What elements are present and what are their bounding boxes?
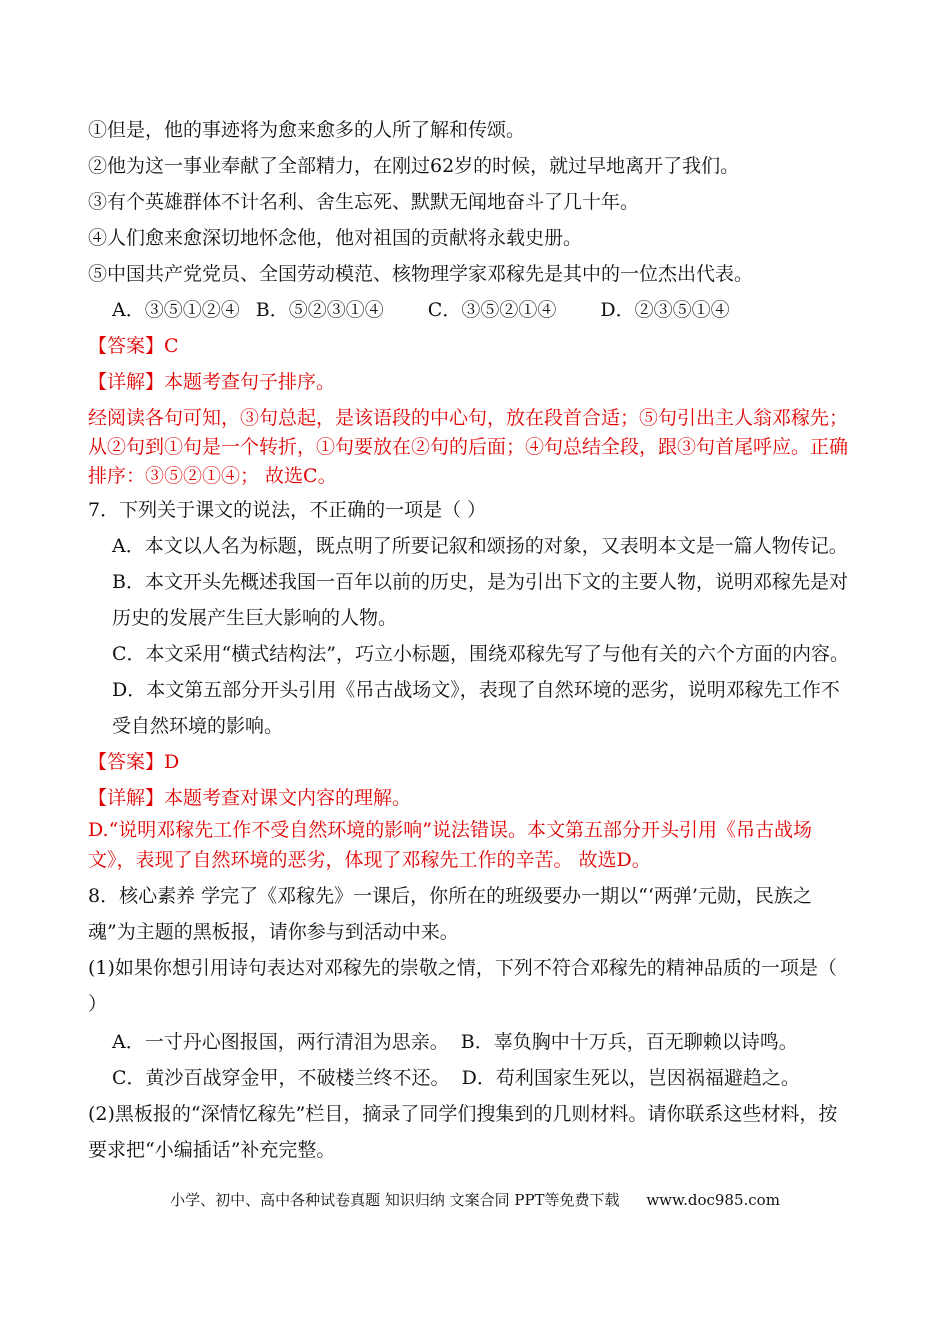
q7-detail: 【详解】本题考查对课文内容的理解。 [88, 787, 412, 809]
q6-sentence-5: ⑤中国共产党党员、全国劳动模范、核物理学家邓稼先是其中的一位杰出代表。 [88, 263, 754, 285]
q8-option-d: D．苟利国家生死以，岂因祸福避趋之。 [461, 1067, 800, 1089]
q6-sentence-4: ④人们愈来愈深切地怀念他，他对祖国的贡献将永载史册。 [88, 227, 583, 249]
q7-option-a: A．本文以人名为标题，既点明了所要记叙和颂扬的对象，又表明本文是一篇人物传记。 [112, 535, 848, 557]
q8-options-row-2 [112, 1066, 800, 1090]
footer-url[interactable]: www.doc985.com [646, 1191, 780, 1209]
q6-option-d: D．②③⑤①④ [600, 299, 730, 321]
q7-option-d-line-2: 受自然环境的影响。 [112, 715, 284, 737]
q7-stem: 7．下列关于课文的说法，不正确的一项是（ ） [88, 499, 487, 521]
q8-option-a: A．一寸丹心图报国，两行清泪为思亲。 [112, 1031, 449, 1053]
q7-option-b-line-1: B．本文开头先概述我国一百年以前的历史，是为引出下文的主要人物，说明邓稼先是对 [112, 571, 848, 593]
q8-sub1-line-1: (1)如果你想引用诗句表达对邓稼先的崇敬之情，下列不符合邓稼先的精神品质的一项是（ [88, 957, 837, 979]
q7-answer: 【答案】D [88, 751, 180, 773]
q8-option-b: B．辜负胸中十万兵，百无聊赖以诗鸣。 [460, 1031, 798, 1053]
q6-explanation-line-2: 从②句到①句是一个转折，①句要放在②句的后面；④句总结全段，跟③句首尾呼应。正确 [88, 436, 849, 458]
q6-options [112, 298, 730, 322]
q6-explanation-line-1: 经阅读各句可知，③句总起，是该语段的中心句，放在段首合适；⑤句引出主人翁邓稼先； [88, 407, 849, 429]
q8-sub2-line-1: (2)黑板报的“深情忆稼先”栏目，摘录了同学们搜集到的几则材料。请你联系这些材料，按 [88, 1103, 838, 1125]
q6-explanation-line-3: 排序：③⑤②①④； 故选C。 [88, 465, 337, 487]
q7-option-c: C．本文采用“横式结构法”，巧立小标题，围绕邓稼先写了与他有关的六个方面的内容。 [112, 643, 849, 665]
q8-sub2-line-2: 要求把“小编插话”补充完整。 [88, 1139, 336, 1161]
q7-option-b-line-2: 历史的发展产生巨大影响的人物。 [112, 607, 398, 629]
q6-option-b: B．⑤②③①④ [255, 299, 384, 321]
q6-option-c: C．③⑤②①④ [427, 299, 557, 321]
q6-sentence-2: ②他为这一事业奉献了全部精力，在刚过62岁的时候，就过早地离开了我们。 [88, 155, 740, 177]
q6-detail: 【详解】本题考查句子排序。 [88, 371, 336, 393]
q6-option-a: A．③⑤①②④ [112, 299, 240, 321]
q8-stem-line-2: 魂”为主题的黑板报，请你参与到活动中来。 [88, 921, 459, 943]
q6-answer: 【答案】C [88, 335, 179, 357]
q7-explanation-line-2: 文》，表现了自然环境的恶劣，体现了邓稼先工作的辛苦。 故选D。 [88, 849, 651, 871]
q7-explanation-line-1: D.“说明邓稼先工作不受自然环境的影响”说法错误。本文第五部分开头引用《吊古战场 [88, 819, 813, 841]
q8-stem-line-1: 8．核心素养 学完了《邓稼先》一课后，你所在的班级要办一期以“‘两弹’元勋，民族之 [88, 885, 812, 907]
q8-sub1-line-2: ） [88, 993, 108, 1015]
q6-sentence-3: ③有个英雄群体不计名利、舍生忘死、默默无闻地奋斗了几十年。 [88, 191, 640, 213]
q6-sentence-1: ①但是，他的事迹将为愈来愈多的人所了解和传颂。 [88, 119, 526, 141]
page-footer [0, 1190, 950, 1210]
q8-options-row-1 [112, 1030, 798, 1054]
q7-option-d-line-1: D．本文第五部分开头引用《吊古战场文》，表现了自然环境的恶劣，说明邓稼先工作不 [112, 679, 840, 701]
q8-option-c: C．黄沙百战穿金甲，不破楼兰终不还。 [112, 1067, 450, 1089]
footer-text: 小学、初中、高中各种试卷真题 知识归纳 文案合同 PPT等免费下载 [170, 1191, 620, 1209]
